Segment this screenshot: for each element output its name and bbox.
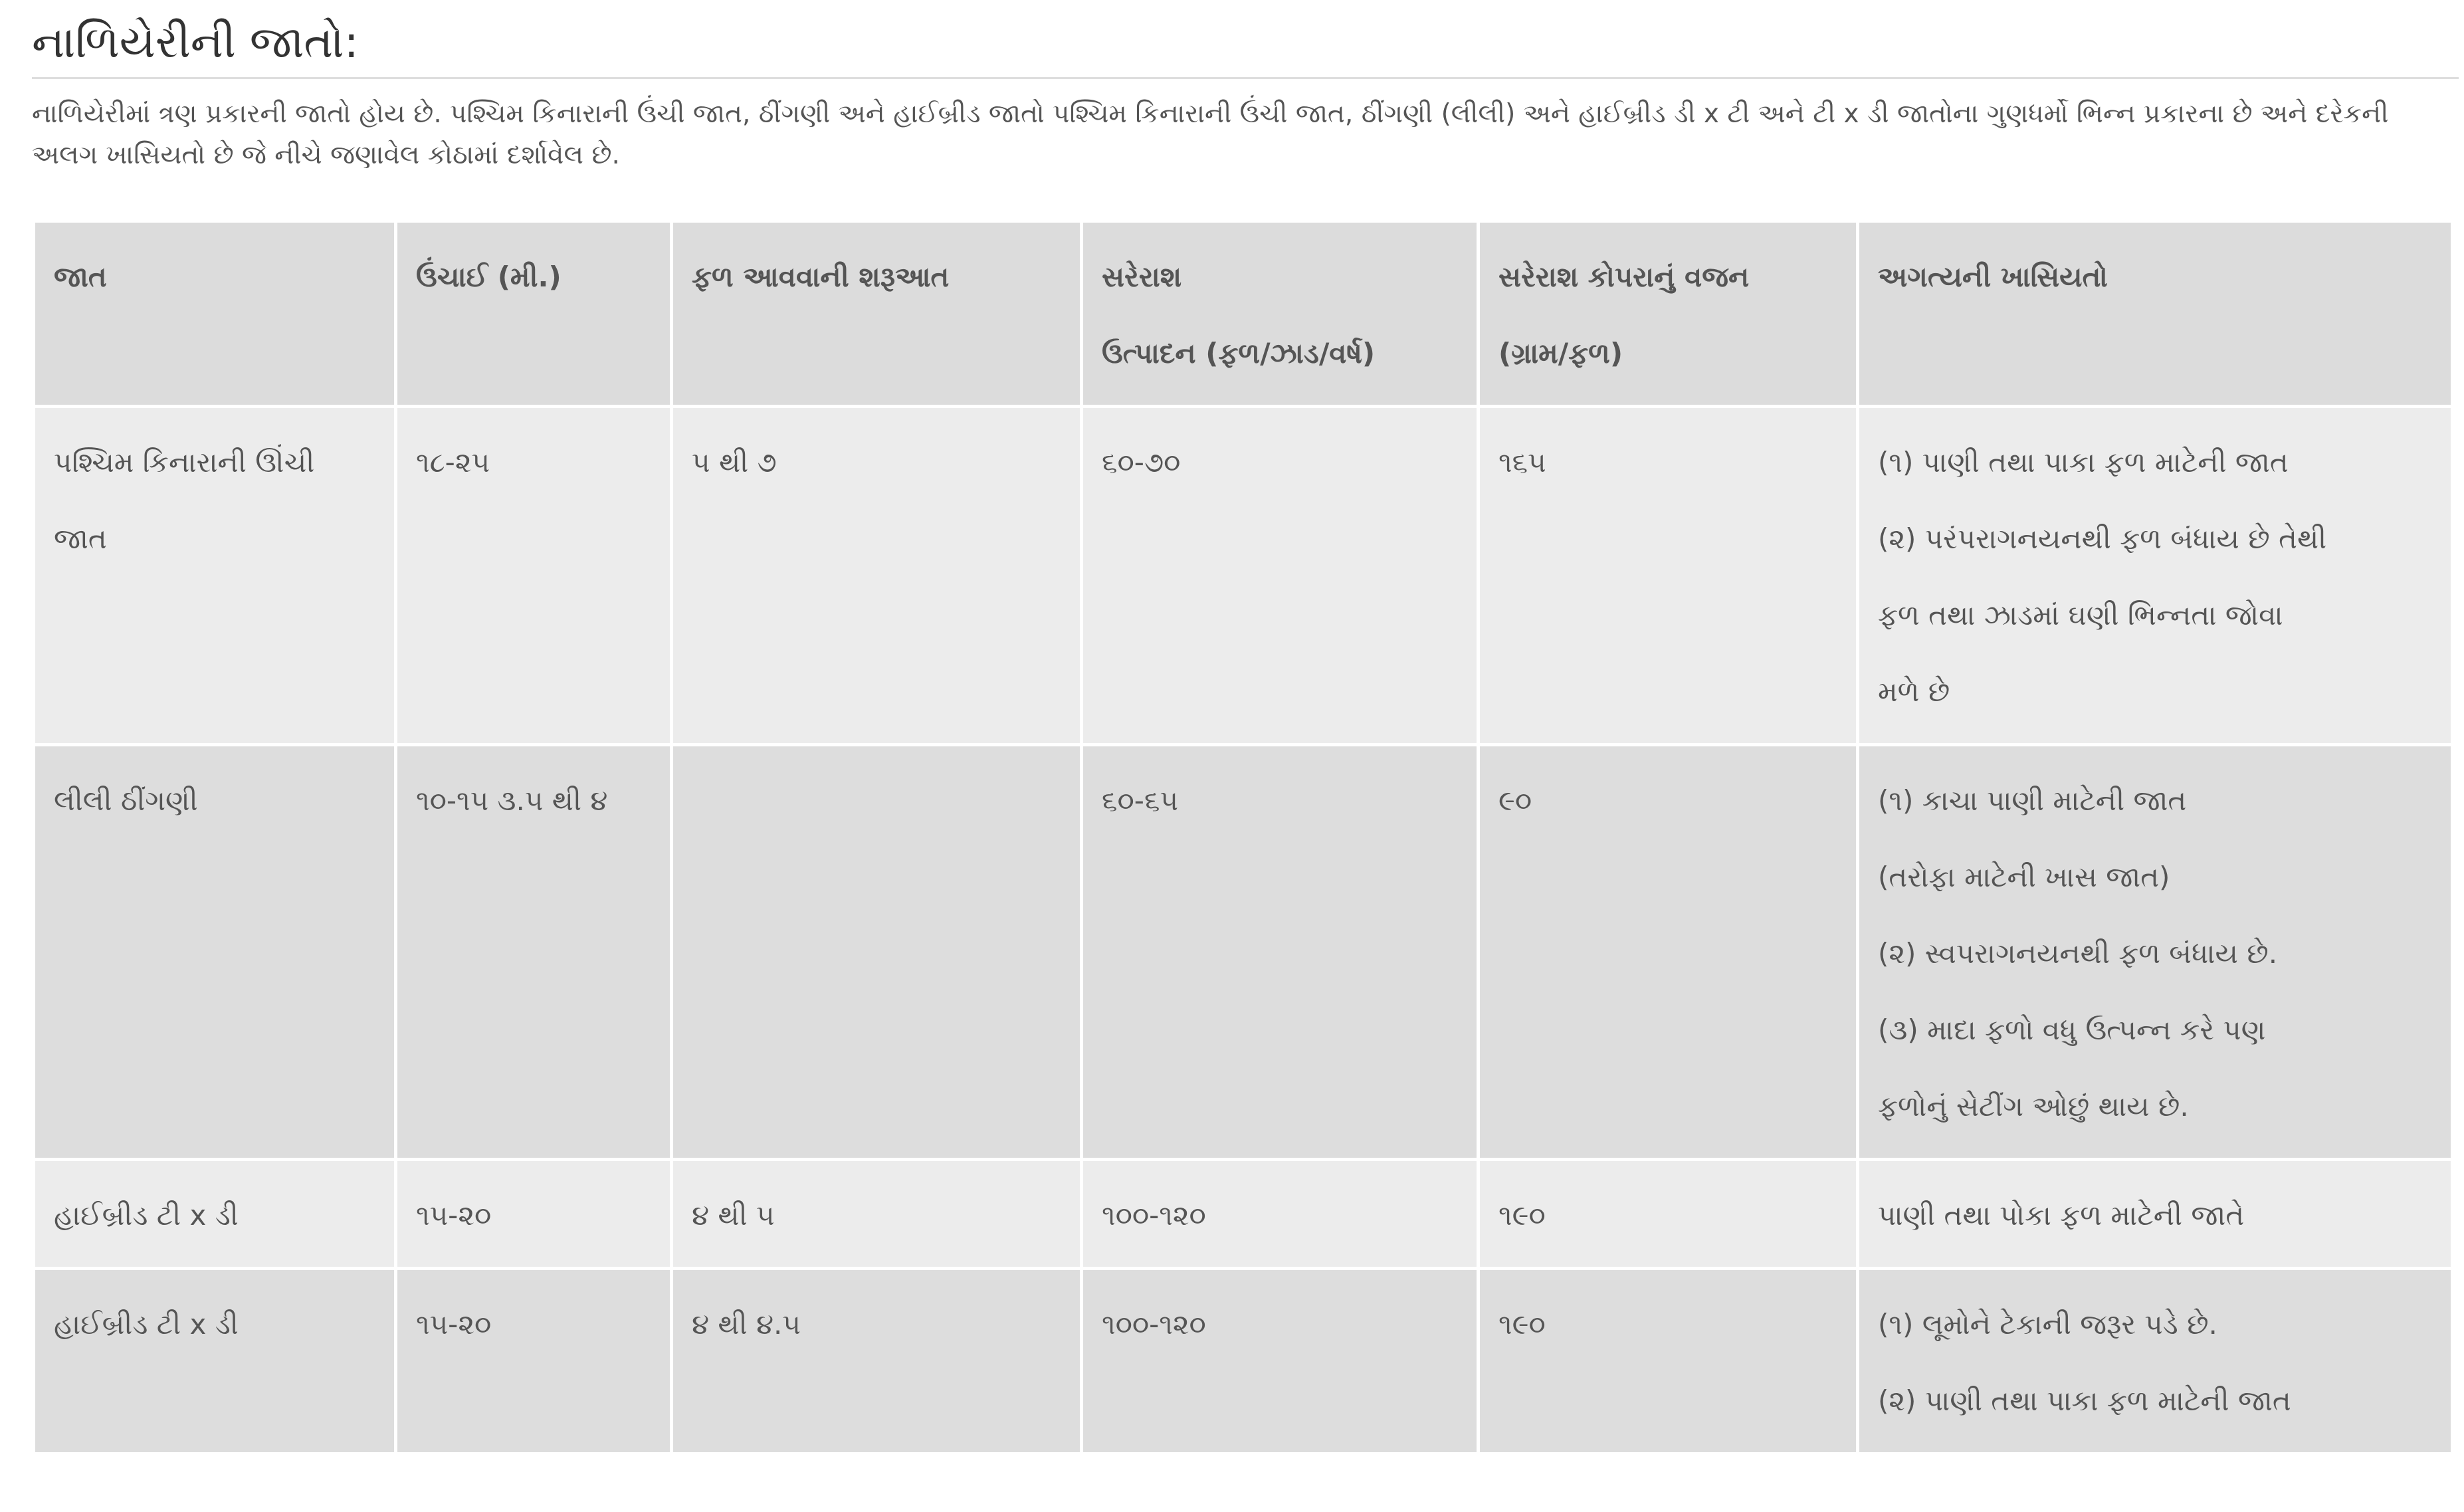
cell-copra-weight: ૧૯૦: [1480, 1161, 1856, 1267]
article: [32, 0, 2459, 1417]
title-divider: [32, 77, 2459, 79]
cell-features: [1859, 408, 2451, 743]
coconut-varieties-table: [32, 219, 2454, 1456]
cell-fruiting-start: ૪ થી ૪.૫: [673, 1270, 1080, 1452]
cell-line: લીલી ઠીંગણી: [54, 784, 198, 817]
table-row: [35, 1270, 2451, 1452]
cell-copra-weight: ૧૬૫: [1480, 408, 1856, 743]
cell-line: (૨) સ્વપરાગનયનથી ફળ બંધાય છે.: [1878, 937, 2278, 970]
cell-line: પશ્ચિમ કિનારાની ઊંચી: [54, 446, 315, 479]
table-header-row: [35, 223, 2451, 405]
cell-features: [1859, 1270, 2451, 1452]
header-line: ફળ આવવાની શરૂઆત: [692, 261, 950, 293]
header-line: સરેરાશ કોપરાનું વજન: [1498, 261, 1750, 293]
cell-line: (૧) કાચા પાણી માટેની જાત: [1878, 784, 2187, 817]
header-line: (ગ્રામ/ફળ): [1498, 337, 1623, 370]
cell-height: ૧૫-૨૦: [397, 1161, 670, 1267]
header-line: ઉંચાઈ (મી.): [416, 261, 562, 293]
intro-paragraph: નાળિયેરીમાં ત્રણ પ્રકારની જાતો હોય છે. પશ્ચિમ કિનારાની ઉંચી જાત, ઠીંગણી અને હાઈબ્રીડ જાતો પશ્ચિમ કિનારાની ઉંચી જાત, ઠીંગણી (લીલી) અને હાઈબ્રીડ ડી x ટી અને ટી x ડી જાતોના ગુણધર્મો ભિન્ન પ્રકારના છે અને દરેકની અલગ ખાસિયતો છે જે નીચે જણાવેલ કોઠામાં દર્શાવેલ છે.: [32, 99, 2389, 170]
cell-fruiting-start: ૫ થી ૭: [673, 408, 1080, 743]
cell-line: (તરોફા માટેની ખાસ જાત): [1878, 861, 2170, 893]
cell-line: ફળ તથા ઝાડમાં ઘણી ભિન્નતા જોવા: [1878, 599, 2283, 631]
header-copra-weight: [1480, 223, 1856, 405]
header-line: જાત: [54, 261, 107, 293]
cell-avg-production: ૬૦-૭૦: [1083, 408, 1477, 743]
table-row: [35, 408, 2451, 743]
cell-line: મળે છે: [1878, 675, 1950, 708]
cell-line: હાઈબ્રીડ ટી x ડી: [54, 1199, 239, 1232]
cell-avg-production: ૬૦-૬૫: [1083, 746, 1477, 1158]
cell-fruiting-start: ૪ થી ૫: [673, 1161, 1080, 1267]
cell-line: ફળોનું સેટીંગ ઓછું થાય છે.: [1878, 1090, 2189, 1123]
cell-variety: [35, 746, 394, 1158]
cell-line: (૨) પાણી તથા પાકા ફળ માટેની જાત: [1878, 1384, 2291, 1417]
cell-avg-production: ૧૦૦-૧૨૦: [1083, 1161, 1477, 1267]
cell-line: (૨) પરંપરાગનયનથી ફળ બંધાય છે તેથી: [1878, 522, 2327, 555]
table-row: [35, 1161, 2451, 1267]
cell-variety: [35, 1161, 394, 1267]
cell-line: પાણી તથા પોકા ફળ માટેની જાતે: [1878, 1199, 2245, 1232]
cell-height: ૧૮-૨૫: [397, 408, 670, 743]
cell-variety: [35, 1270, 394, 1452]
page-title: નાળિયેરીની જાતો:: [32, 17, 359, 68]
cell-line: હાઈબ્રીડ ટી x ડી: [54, 1308, 239, 1341]
cell-line: (૩) માદા ફળો વધુ ઉત્પન્ન કરે પણ: [1878, 1014, 2266, 1046]
cell-fruiting-start: [673, 746, 1080, 1158]
cell-line: જાત: [54, 522, 107, 555]
header-line: સરેરાશ: [1102, 261, 1182, 293]
header-fruiting-start: [673, 223, 1080, 405]
cell-height: ૧૦-૧૫ ૩.૫ થી ૪: [397, 746, 670, 1158]
cell-height: ૧૫-૨૦: [397, 1270, 670, 1452]
cell-avg-production: ૧૦૦-૧૨૦: [1083, 1270, 1477, 1452]
cell-features: [1859, 746, 2451, 1158]
header-height: [397, 223, 670, 405]
header-line: ઉત્પાદન (ફળ/ઝાડ/વર્ષ): [1102, 337, 1376, 370]
cell-copra-weight: ૧૯૦: [1480, 1270, 1856, 1452]
cell-line: (૧) લૂમોને ટેકાની જરૂર પડે છે.: [1878, 1308, 2217, 1341]
header-line: અગત્યની ખાસિયતો: [1878, 261, 2108, 293]
cell-line: (૧) પાણી તથા પાકા ફળ માટેની જાત: [1878, 446, 2289, 479]
table-row: [35, 746, 2451, 1158]
cell-variety: [35, 408, 394, 743]
table-body: [35, 408, 2451, 1452]
cell-features: [1859, 1161, 2451, 1267]
header-variety: [35, 223, 394, 405]
cell-copra-weight: ૯૦: [1480, 746, 1856, 1158]
header-features: [1859, 223, 2451, 405]
header-avg-production: [1083, 223, 1477, 405]
